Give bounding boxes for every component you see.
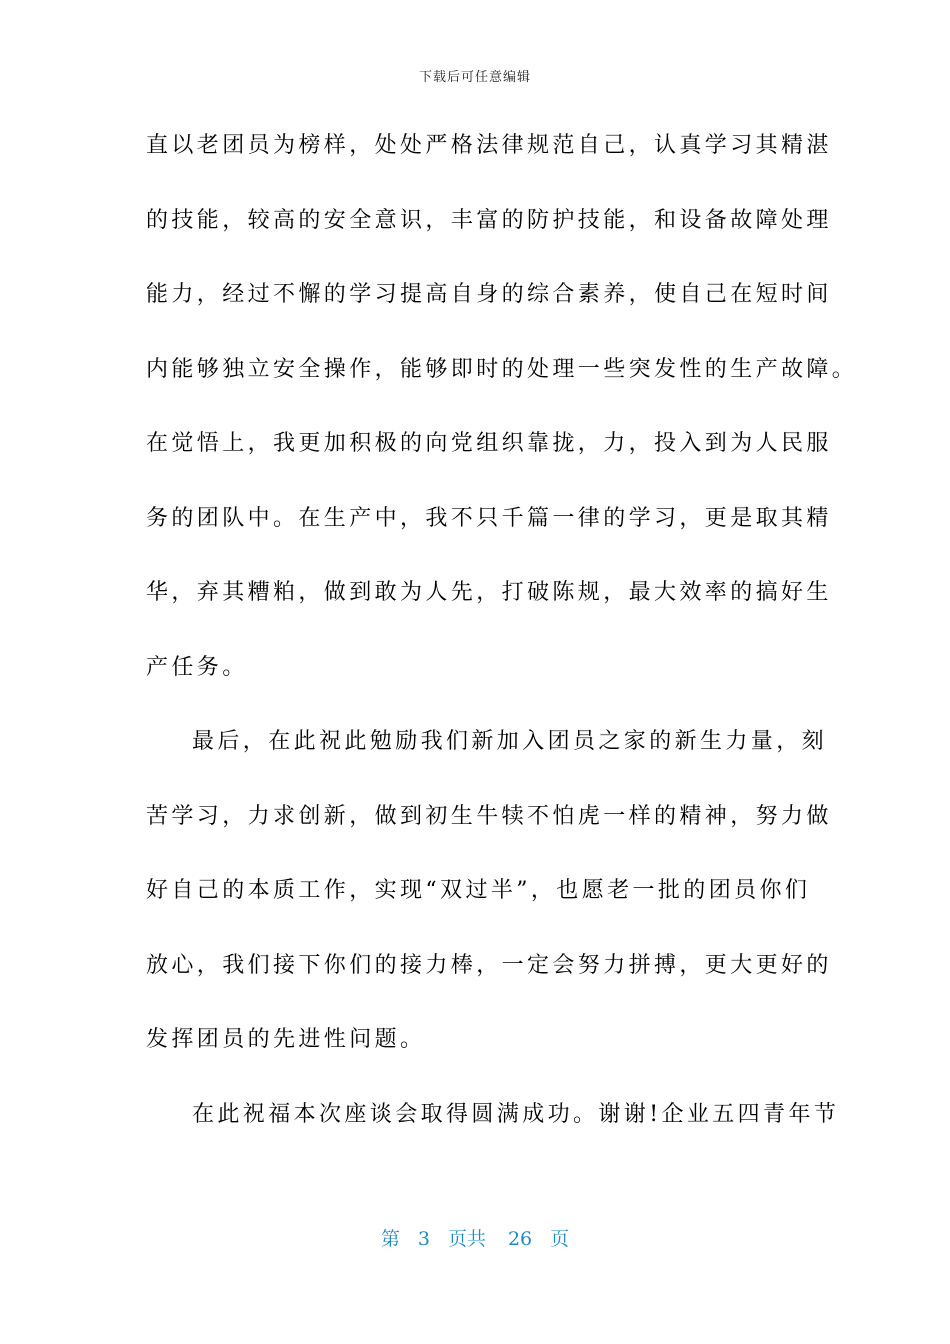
body-line: 内能够独立安全操作，能够即时的处理一些突发性的生产故障。 — [146, 356, 858, 382]
body-line: 发挥团员的先进性问题。 — [146, 1027, 426, 1052]
footer-middle: 页共 — [447, 1228, 486, 1250]
footer-suffix: 页 — [550, 1228, 570, 1250]
body-line: 好自己的本质工作，实现“双过半”，也愿老一批的团员你们 — [146, 878, 811, 903]
header-note: 下载后可任意编辑 — [418, 70, 531, 85]
body-line: 苦学习，力求创新，做到初生牛犊不怕虎一样的精神，努力做 — [146, 803, 832, 829]
body-line: 能力，经过不懈的学习提高自身的综合素养，使自己在短时间 — [146, 282, 832, 307]
document-body — [146, 122, 858, 1165]
body-line: 的技能，较高的安全意识，丰富的防护技能，和设备故障处理 — [146, 207, 832, 233]
body-line: 放心，我们接下你们的接力棒，一定会努力拼搏，更大更好的 — [146, 952, 832, 978]
page-footer — [0, 1224, 950, 1251]
body-line: 在觉悟上，我更加积极的向党组织靠拢，力，投入到为人民服 — [146, 431, 832, 456]
body-line: 直以老团员为榜样，处处严格法律规范自己，认真学习其精湛 — [146, 133, 832, 158]
body-line: 在此祝福本次座谈会取得圆满成功。谢谢!企业五四青年节 — [192, 1101, 840, 1127]
body-line: 最后，在此祝此勉励我们新加入团员之家的新生力量，刻 — [192, 729, 828, 754]
body-line: 华，弃其糟粕，做到敢为人先，打破陈规，最大效率的搞好生 — [146, 580, 832, 605]
footer-current-page: 3 — [417, 1228, 430, 1250]
body-line: 务的团队中。在生产中，我不只千篇一律的学习，更是取其精 — [146, 505, 832, 531]
body-line: 产任务。 — [146, 654, 248, 680]
footer-prefix: 第 — [380, 1228, 400, 1250]
footer-total-pages: 26 — [507, 1228, 533, 1250]
